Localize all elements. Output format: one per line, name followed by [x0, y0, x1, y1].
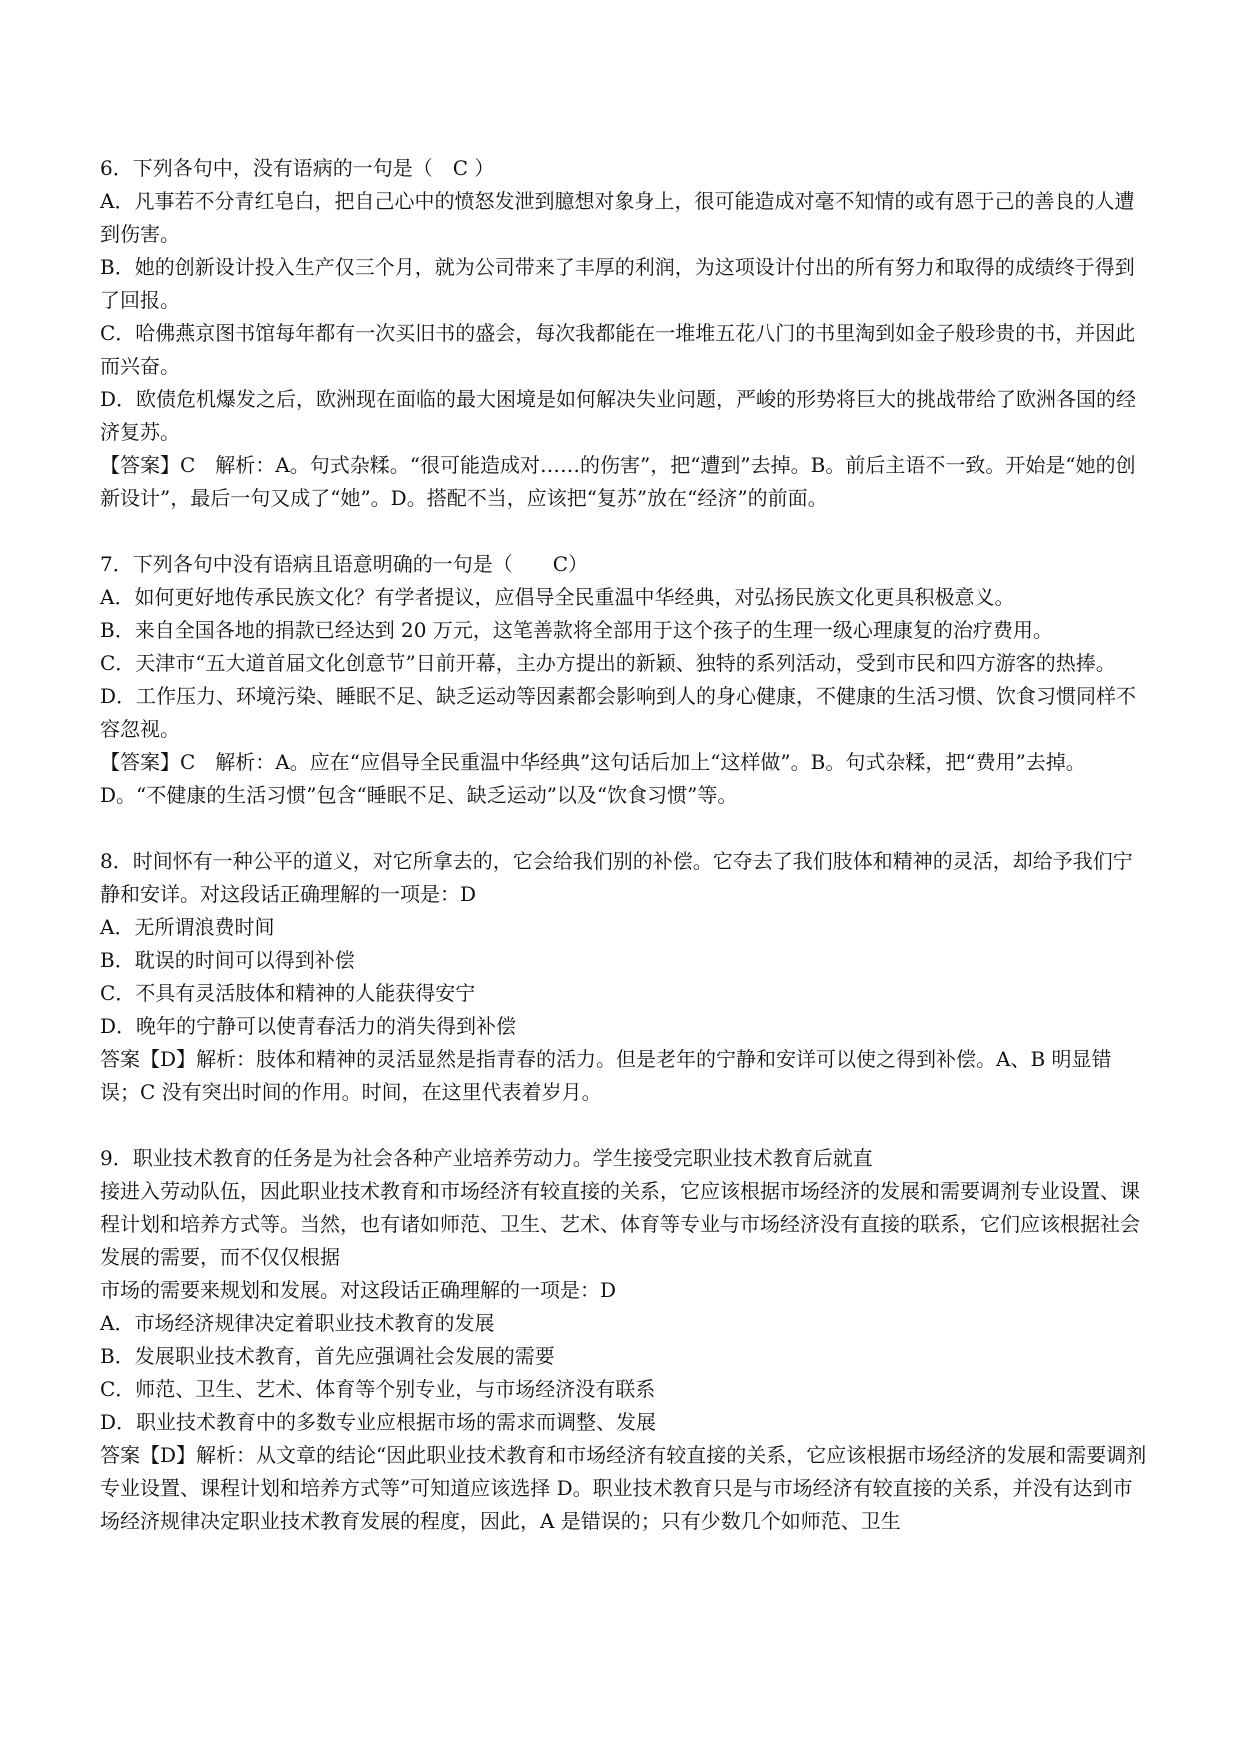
- question-6: [100, 152, 1150, 515]
- option-c: C．师范、卫生、艺术、体育等个别专业，与市场经济没有联系: [100, 1377, 656, 1401]
- option-b: B．发展职业技术教育，首先应强调社会发展的需要: [100, 1344, 555, 1368]
- question-8: [100, 845, 1150, 1109]
- option-a: A．如何更好地传承民族文化？有学者提议，应倡导全民重温中华经典，对弘扬民族文化更具积极意义。: [100, 585, 1015, 609]
- question-stem-line-2: 接进入劳动队伍，因此职业技术教育和市场经济有较直接的关系，它应该根据市场经济的发展和需要调剂专业设置、课程计划和培养方式等。当然，也有诸如师范、卫生、艺术、体育等专业与市场经济没有直接的联系，它们应该根据社会发展的需要，而不仅仅根据: [100, 1179, 1140, 1269]
- option-d: D．职业技术教育中的多数专业应根据市场的需求而调整、发展: [100, 1410, 657, 1434]
- option-d: D．晚年的宁静可以使青春活力的消失得到补偿: [100, 1014, 517, 1038]
- answer-explanation: 答案【D】解析：从文章的结论“因此职业技术教育和市场经济有较直接的关系，它应该根据市场经济的发展和需要调剂专业设置、课程计划和培养方式等”可知道应该选择 D。职业技术教育只是与市场经济有较直接的关系，并没有达到市场经济规律决定职业技术教育发展的程度，因此，A 是错误的；只有少数几个如师范、卫生: [100, 1443, 1147, 1533]
- option-c: C．哈佛燕京图书馆每年都有一次买旧书的盛会，每次我都能在一堆堆五花八门的书里淘到如金子般珍贵的书，并因此而兴奋。: [100, 321, 1136, 378]
- answer-explanation: 【答案】C 解析：A。应在“应倡导全民重温中华经典”这句话后加上“这样做”。B。句式杂糅，把“费用”去掉。D。“不健康的生活习惯”包含“睡眠不足、缺乏运动”以及“饮食习惯”等。: [100, 750, 1086, 807]
- question-9: [100, 1142, 1150, 1538]
- option-c: C．天津市“五大道首届文化创意节”日前开幕，主办方提出的新颖、独特的系列活动，受到市民和四方游客的热捧。: [100, 651, 1116, 675]
- option-a: A．市场经济规律决定着职业技术教育的发展: [100, 1311, 495, 1335]
- question-stem-line-1: 9．职业技术教育的任务是为社会各种产业培养劳动力。学生接受完职业技术教育后就直: [100, 1146, 873, 1170]
- option-b: B．耽误的时间可以得到补偿: [100, 948, 355, 972]
- option-a: A．凡事若不分青红皂白，把自己心中的愤怒发泄到臆想对象身上，很可能造成对毫不知情的或有恩于己的善良的人遭到伤害。: [100, 189, 1135, 246]
- option-c: C．不具有灵活肢体和精神的人能获得安宁: [100, 981, 476, 1005]
- question-stem: 6．下列各句中，没有语病的一句是（ C ）: [100, 156, 495, 180]
- option-a: A．无所谓浪费时间: [100, 915, 275, 939]
- answer-explanation: 【答案】C 解析：A。句式杂糅。“很可能造成对……的伤害”，把“遭到”去掉。B。前后主语不一致。开始是“她的创新设计”，最后一句又成了“她”。D。搭配不当，应该把“复苏”放在“经济”的前面。: [100, 453, 1136, 510]
- option-b: B．她的创新设计投入生产仅三个月，就为公司带来了丰厚的利润，为这项设计付出的所有努力和取得的成绩终于得到了回报。: [100, 255, 1135, 312]
- question-stem: 8．时间怀有一种公平的道义，对它所拿去的，它会给我们别的补偿。它夺去了我们肢体和精神的灵活，却给予我们宁静和安详。对这段话正确理解的一项是：D: [100, 849, 1133, 906]
- answer-explanation: 答案【D】解析：肢体和精神的灵活显然是指青春的活力。但是老年的宁静和安详可以使之得到补偿。A、B 明显错误；C 没有突出时间的作用。时间，在这里代表着岁月。: [100, 1047, 1112, 1104]
- option-d: D．工作压力、环境污染、睡眠不足、缺乏运动等因素都会影响到人的身心健康，不健康的生活习惯、饮食习惯同样不容忽视。: [100, 684, 1137, 741]
- option-b: B．来自全国各地的捐款已经达到 20 万元，这笔善款将全部用于这个孩子的生理一级心理康复的治疗费用。: [100, 618, 1053, 642]
- document-body: [100, 152, 1150, 1571]
- question-stem-line-3: 市场的需要来规划和发展。对这段话正确理解的一项是：D: [100, 1278, 617, 1302]
- option-d: D．欧债危机爆发之后，欧洲现在面临的最大困境是如何解决失业问题，严峻的形势将巨大的挑战带给了欧洲各国的经济复苏。: [100, 387, 1137, 444]
- question-7: [100, 548, 1150, 812]
- question-stem: 7．下列各句中没有语病且语意明确的一句是（ C）: [100, 552, 589, 576]
